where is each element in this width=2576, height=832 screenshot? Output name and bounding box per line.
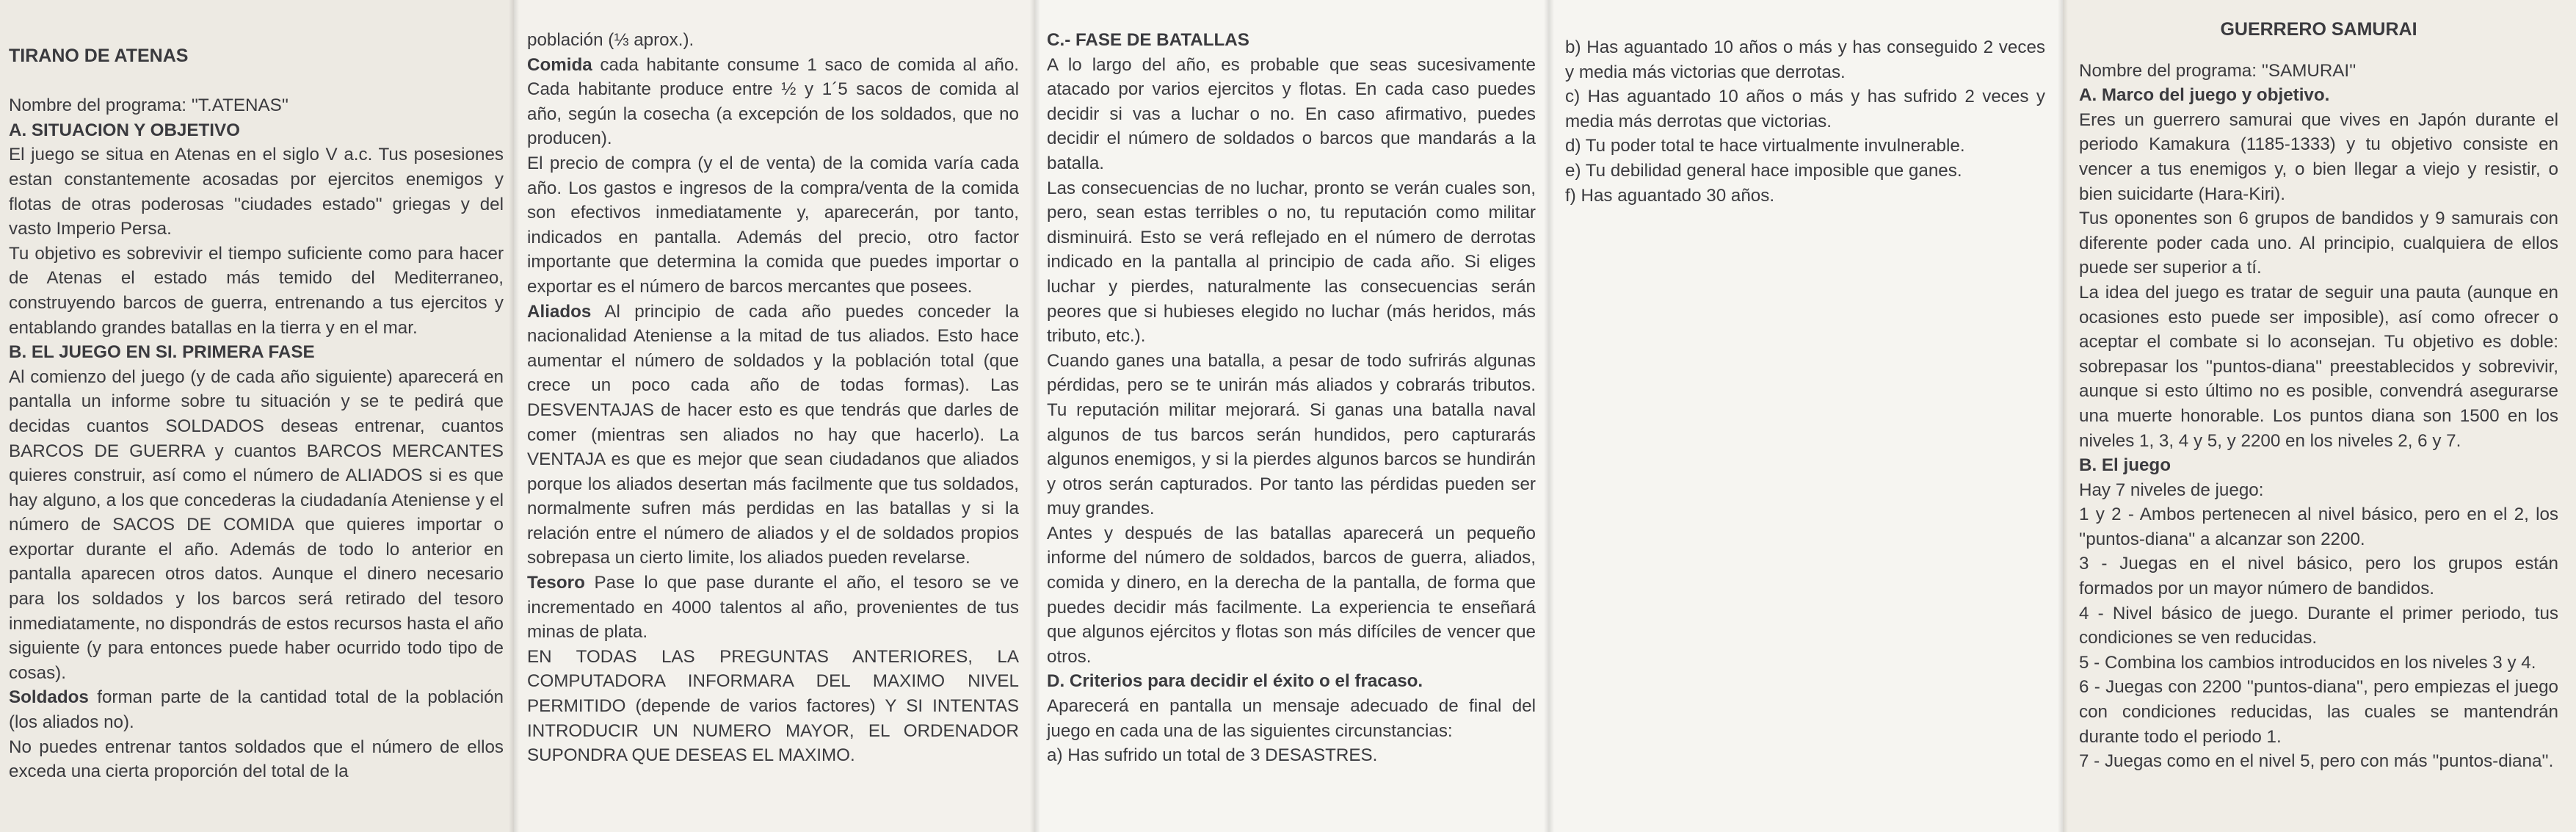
paragraph: Cuando ganes una batalla, a pesar de todo sufrirás algunas pérdidas, pero se te unirán más aliados y cobrarás tributos. Tu reputación militar mejorará. Si ganas una batalla naval algunos de tus barcos serán hundidos, pero capturarás algunos enemigos, y si la pierdes algunos barcos se hundirán y otros serán capturados. Por tanto las pérdidas pueden ser muy grandes.: [1047, 350, 1536, 519]
spacer: [2079, 43, 2558, 59]
paragraph: Tus oponentes son 6 grupos de bandidos y 9 samurais con diferente poder cada uno. Al principio, cualquiera de ellos puede ser superior a tí.: [2079, 209, 2558, 278]
list-item: e) Tu debilidad general hace imposible que ganes.: [1565, 160, 1962, 181]
paragraph: Hay 7 niveles de juego:: [2079, 480, 2264, 500]
paragraph-caps: EN TODAS LAS PREGUNTAS ANTERIORES, LA COMPUTADORA INFORMARA DEL MAXIMO NIVEL PERMITIDO (depende de varios factores) Y SI INTENTAS INTRODUCIR UN NUMERO MAYOR, EL ORDENADOR SUPONDRA QUE DESEAS EL MAXIMO.: [527, 646, 1019, 766]
panel-tirano-de-atenas: [0, 0, 514, 832]
paragraph: Antes y después de las batallas aparecerá un pequeño informe del número de soldados, barcos de guerra, aliados, comida y dinero, en la derecha de la pantalla, de forma que puedes decidir más facilmente. La experiencia te enseñará que algunos ejércitos y flotas son más difíciles de vencer que otros.: [1047, 523, 1536, 667]
paragraph: Eres un guerrero samurai que vives en Japón durante el periodo Kamakura (1185-1333) y tu objetivo consiste en vencer a tus enemigos y, o bien llegar a viejo y resistir, o bien suicidarte (Hara-Kiri).: [2079, 109, 2558, 204]
section-heading: C.- FASE DE BATALLAS: [1047, 30, 1249, 50]
paragraph-text: Al principio de cada año puedes conceder la nacionalidad Ateniense a la mitad de tus aliados. Esto hace aumentar el número de soldados y la población total (que crece un poco cada año de todas formas). Las DESVENTAJAS de hacer esto es que tendrás que darles de comer (mientras sen aliados no hay que hacerlo). La VENTAJA es que es mejor que sean ciudadanos que aliados porque los aliados desertan más facilmente que tus soldados, normalmente sufren más perdidas en las batallas y si la relación entre el número de aliados y el de soldados propios sobrepasa un cierto limite, los aliados pueden revelarse.: [527, 301, 1019, 568]
fold-crease: [2058, 0, 2068, 832]
paragraph: El precio de compra (y el de venta) de la comida varía cada año. Los gastos e ingresos de la compra/venta de la comida son efectivos inmediatamente y, aparecerán, por tanto, indicados en pantalla. Además del precio, otro factor importante que determina la comida que puedes importar o exportar es el número de barcos mercantes que posees.: [527, 153, 1019, 297]
lead-term: Tesoro: [527, 573, 585, 593]
list-item: 1 y 2 - Ambos pertenecen al nivel básico, pero en el 2, los ''puntos-diana'' a alcanzar son 2200.: [2079, 504, 2558, 549]
program-name: Nombre del programa: ''T.ATENAS'': [9, 95, 289, 116]
lead-term: Comida: [527, 54, 592, 75]
list-item: 7 - Juegas como en el nivel 5, pero con más ''puntos-diana''.: [2079, 751, 2554, 772]
paragraph: A lo largo del año, es probable que seas sucesivamente atacado por varios ejercitos y flotas. En cada caso puedes decidir si vas a luchar o no. En caso afirmativo, puedes decidir el número de soldados o barcos que mandarás a la batalla.: [1047, 54, 1536, 173]
section-heading: D. Criterios para decidir el éxito o el fracaso.: [1047, 671, 1423, 692]
list-item: a) Has sufrido un total de 3 DESASTRES.: [1047, 745, 1378, 766]
paragraph: Tu objetivo es sobrevivir el tiempo suficiente como para hacer de Atenas el estado más temido del Mediterraneo, construyendo barcos de guerra, entrenando a tus ejercitos y entablando grandes batallas en la tierra y en el mar.: [9, 243, 504, 338]
paragraph-text: cada habitante consume 1 saco de comida al año. Cada habitante produce entre ½ y 1´5 sacos de comida al año, según la cosecha (a excepción de los soldados, que no producen).: [527, 54, 1019, 149]
paragraph: Al comienzo del juego (y de cada año siguiente) aparecerá en pantalla un informe sobre tu situación y se te pedirá que decidas cuantos SOLDADOS deseas entrenar, cuantos BARCOS DE GUERRA y cuantos BARCOS MERCANTES quieres construir, así como el número de ALIADOS si es que hay alguno, a los que concederas la ciudadanía Ateniense y el número de SACOS DE COMIDA que quieres importar o exportar durante el año. Además de todo lo anterior en pantalla aparecen otros datos. Aunque el dinero necesario para los soldados y los barcos será retirado del tesoro inmediatamente, no dispondrás de estos recursos hasta el año siguiente (y para entonces puede haber ocurrido todo tipo de cosas).: [9, 366, 504, 683]
program-name: Nombre del programa: ''SAMURAI'': [2079, 60, 2357, 81]
list-item: 5 - Combina los cambios introducidos en los niveles 3 y 4.: [2079, 652, 2536, 673]
section-heading: A. Marco del juego y objetivo.: [2079, 85, 2330, 106]
paragraph-tesoro: [527, 571, 1019, 645]
paragraph-text: Pase lo que pase durante el año, el tesoro se ve incrementado en 4000 talentos al año, provenientes de tus minas de plata.: [527, 573, 1019, 643]
section-heading: A. SITUACION Y OBJETIVO: [9, 120, 240, 140]
panel-fase-de-batallas: [1035, 0, 1549, 832]
list-item: d) Tu poder total te hace virtualmente invulnerable.: [1565, 136, 1965, 156]
panel-criterios-continued: [1549, 0, 2063, 832]
paragraph: Aparecerá en pantalla un mensaje adecuado de final del juego en cada una de las siguientes circunstancias:: [1047, 696, 1536, 741]
fold-crease: [1544, 0, 1554, 832]
section-heading: B. El juego: [2079, 455, 2171, 476]
paragraph-aliados: [527, 300, 1019, 571]
list-item: b) Has aguantado 10 años o más y has conseguido 2 veces y media más victorias que derrotas.: [1565, 37, 2045, 82]
paragraph: El juego se situa en Atenas en el siglo V a.c. Tus posesiones estan constantemente acosadas por ejercitos enemigos y flotas de otras poderosas ''ciudades estado'' griegas y del vasto Imperio Persa.: [9, 145, 504, 239]
paragraph: La idea del juego es tratar de seguir una pauta (aunque en ocasiones esto puede ser imposible), así como ofrecer o aceptar el combate si lo aconsejan. Tu objetivo es doble: sobrepasar los ''puntos-diana'' preestablecidos y sobrevivir, aunque si esto último no es posible, convendrá asegurarse una muerte honorable. Los puntos diana son 1500 en los niveles 1, 3, 4 y 5, y 2200 en los niveles 2, 6 y 7.: [2079, 282, 2558, 451]
paragraph: población (⅓ aprox.).: [527, 30, 694, 50]
list-item: f) Has aguantado 30 años.: [1565, 185, 1775, 206]
panel-tirano-continued: [514, 0, 1035, 832]
section-heading: B. EL JUEGO EN SI. PRIMERA FASE: [9, 342, 315, 363]
paragraph-soldados: [9, 685, 504, 734]
game-title: GUERRERO SAMURAI: [2220, 19, 2417, 40]
paragraph: Las consecuencias de no luchar, pronto se verán cuales son, pero, sean estas terribles o no, tu reputación como militar disminuirá. Esto se verá reflejado en el número de derrotas indicado en la pantalla al principio de cada año. Si eliges luchar y pierdes, naturalmente las consecuencias serán peores que si hubieses elegido no luchar (más heridos, más tributo, etc.).: [1047, 178, 1536, 347]
paragraph: No puedes entrenar tantos soldados que el número de ellos exceda una cierta proporción del total de la: [9, 737, 504, 782]
fold-crease: [1030, 0, 1040, 832]
list-item: c) Has aguantado 10 años o más y has sufrido 2 veces y media más derrotas que victorias.: [1565, 87, 2045, 131]
lead-term: Soldados: [9, 687, 89, 708]
fold-crease: [509, 0, 519, 832]
paragraph-text: forman parte de la cantidad total de la población (los aliados no).: [9, 687, 504, 733]
list-item: 6 - Juegas con 2200 ''puntos-diana'', pero empiezas el juego con condiciones reducidas, las cuales se mantendrán durante todo el periodo 1.: [2079, 677, 2558, 747]
paragraph-comida: [527, 53, 1019, 151]
lead-term: Aliados: [527, 301, 592, 322]
list-item: 4 - Nivel básico de juego. Durante el primer periodo, tus condiciones se ven reducidas.: [2079, 603, 2558, 648]
panel-guerrero-samurai: [2063, 0, 2576, 832]
spacer: [9, 69, 504, 94]
list-item: 3 - Juegas en el nivel básico, pero los grupos están formados por un mayor número de bandidos.: [2079, 554, 2558, 599]
game-title: TIRANO DE ATENAS: [9, 46, 189, 66]
